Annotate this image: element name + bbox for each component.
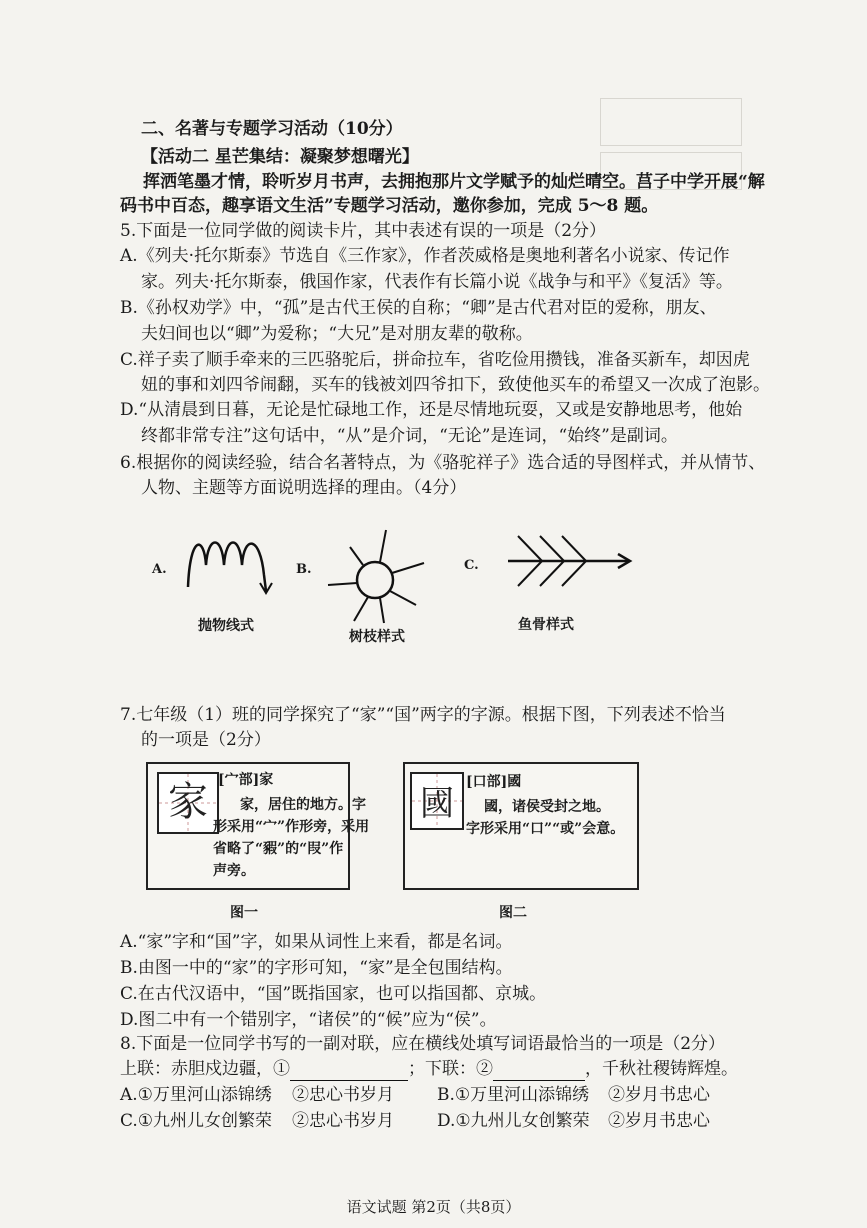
q7-option-a: A.“家”字和“国”字，如果从词性上来看，都是名词。 xyxy=(120,932,513,952)
q6-stem-line1: 6.根据你的阅读经验，结合名著特点，为《骆驼祥子》选合适的导图样式，并从情节、 xyxy=(120,453,766,473)
q8-option-a-2: ②忠心书岁月 xyxy=(292,1085,394,1105)
q5-option-d-line2: 终都非常专注”这句话中，“从”是介词，“无论”是连词，“始终”是副词。 xyxy=(141,426,678,446)
q7-option-c: C.在古代汉语中，“国”既指国家，也可以指国都、京城。 xyxy=(120,984,547,1004)
activity-title: 【活动二 星芒集结：凝聚梦想曙光】 xyxy=(141,147,419,167)
couplet-end: ，千秋社稷铸辉煌。 xyxy=(585,1059,738,1079)
seal-guo-box xyxy=(410,772,464,830)
q7-option-d: D.图二中有一个错别字，“诸侯”的“候”应为“侯”。 xyxy=(120,1010,497,1030)
diagram-a-caption: 抛物线式 xyxy=(198,618,254,634)
section-title: 二、名著与专题学习活动（10分） xyxy=(141,119,403,139)
q8-option-c-2: ②忠心书岁月 xyxy=(292,1111,394,1131)
q6-stem-line2: 人物、主题等方面说明选择的理由。（4分） xyxy=(141,478,467,498)
diagram-b-letter: B. xyxy=(296,562,312,577)
q7-option-b: B.由图一中的“家”的字形可知，“家”是全包围结构。 xyxy=(120,958,513,978)
blank-two[interactable] xyxy=(493,1062,585,1081)
q7-stem-line1: 7.七年级（1）班的同学探究了“家”“国”两字的字源。根据下图，下列表述不恰当 xyxy=(120,705,726,725)
figure-two-caption: 图二 xyxy=(499,905,527,921)
diagram-c-caption: 鱼骨样式 xyxy=(518,617,574,633)
branch-diagram xyxy=(320,525,430,625)
fishbone-diagram xyxy=(500,528,635,593)
couplet-upper: 上联：赤胆戍边疆，① xyxy=(120,1059,290,1079)
q5-option-c-line2: 妞的事和刘四爷闹翻，买车的钱被刘四爷扣下，致使他买车的希望又一次成了泡影。 xyxy=(141,375,770,395)
diagram-a-letter: A. xyxy=(152,562,167,577)
q8-couplet xyxy=(120,1057,738,1081)
bleed-through-box xyxy=(600,98,742,146)
q5-option-b-line2: 夫妇间也以“卿”为爱称；“大兄”是对朋友辈的敬称。 xyxy=(141,324,533,344)
blank-one[interactable] xyxy=(290,1062,408,1081)
fig1-line4: 声旁。 xyxy=(213,863,255,879)
figure-one-caption: 图一 xyxy=(230,905,258,921)
q5-option-c-line1: C.祥子卖了顺手牵来的三匹骆驼后，拼命拉车，省吃俭用攒钱，准备买新车，却因虎 xyxy=(120,350,750,370)
fig1-line2: 形采用“宀”作形旁，采用 xyxy=(213,819,370,835)
fig1-line3: 省略了“豭”的“叚”作 xyxy=(213,841,344,857)
intro-line-2: 码书中百态，趣享语文生活”专题学习活动，邀你参加，完成 5～8 题。 xyxy=(120,196,659,216)
q8-stem: 8.下面是一位同学书写的一副对联，应在横线处填写词语最恰当的一项是（2分） xyxy=(120,1034,726,1054)
q5-option-a-line2: 家。列夫·托尔斯泰，俄国作家，代表作有长篇小说《战争与和平》《复活》等。 xyxy=(141,272,733,292)
page-footer: 语文试题 第2页（共8页） xyxy=(346,1198,521,1216)
fig2-line1: 國，诸侯受封之地。 xyxy=(484,799,610,815)
diagram-b-caption: 树枝样式 xyxy=(349,629,405,645)
q8-option-d-2: ②岁月书忠心 xyxy=(608,1111,710,1131)
q7-stem-line2: 的一项是（2分） xyxy=(141,730,271,750)
q8-option-b-2: ②岁月书忠心 xyxy=(608,1085,710,1105)
seal-jia-char: 家 xyxy=(168,779,208,825)
q5-option-a-line1: A.《列夫·托尔斯泰》节选自《三作家》，作者茨威格是奥地利著名小说家、传记作 xyxy=(120,246,730,266)
couplet-lower: ；下联：② xyxy=(408,1059,493,1079)
fig2-line2: 字形采用“口”“或”会意。 xyxy=(466,821,625,837)
q5-stem: 5.下面是一位同学做的阅读卡片，其中表述有误的一项是（2分） xyxy=(120,221,607,241)
fig1-line1: 家，居住的地方。字 xyxy=(240,797,366,813)
parabola-diagram xyxy=(180,525,290,605)
intro-line-1: 挥洒笔墨才情，聆听岁月书声，去拥抱那片文学赋予的灿烂晴空。莒子中学开展“解 xyxy=(143,172,765,192)
q8-option-b-1: B.①万里河山添锦绣 xyxy=(437,1085,590,1105)
q8-option-d-1: D.①九州儿女创繁荣 xyxy=(437,1111,590,1131)
q8-option-c-1: C.①九州儿女创繁荣 xyxy=(120,1111,273,1131)
seal-jia-box xyxy=(157,772,219,834)
diagram-c-letter: C. xyxy=(464,558,479,573)
q5-option-b-line1: B.《孙权劝学》中，“孤”是古代王侯的自称；“卿”是古代君对臣的爱称，朋友、 xyxy=(120,298,717,318)
seal-guo-char: 國 xyxy=(420,784,454,824)
fig2-radical: [口部]國 xyxy=(466,774,522,790)
q8-option-a-1: A.①万里河山添锦绣 xyxy=(120,1085,272,1105)
q5-option-d-line1: D.“从清晨到日暮，无论是忙碌地工作，还是尽情地玩耍，又或是安静地思考，他始 xyxy=(120,400,743,420)
fig1-radical: [宀部]家 xyxy=(218,772,274,788)
